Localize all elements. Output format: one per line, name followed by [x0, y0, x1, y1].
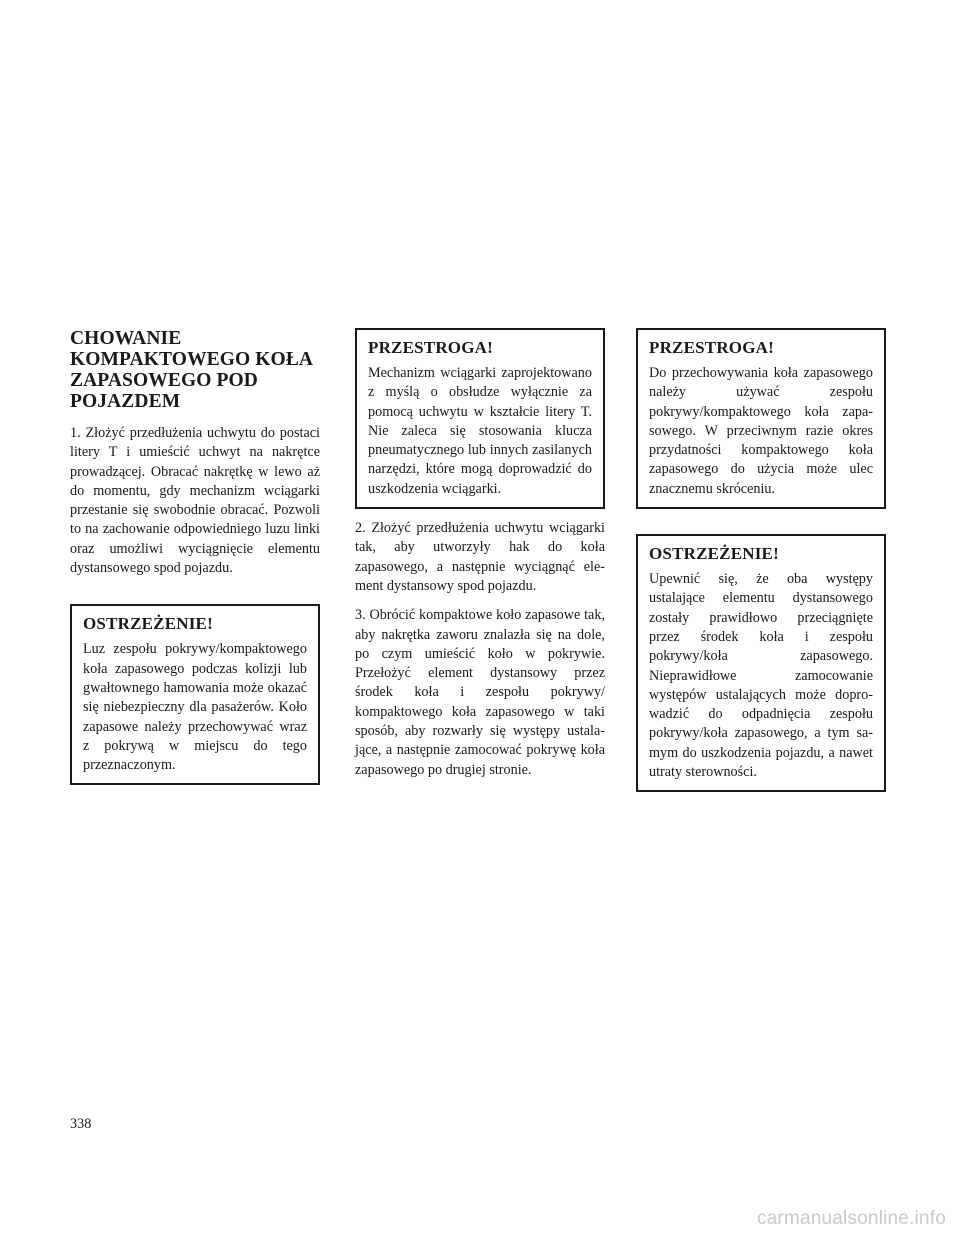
warning-title-1: OSTRZEŻENIE!	[83, 614, 213, 634]
page-number: 338	[70, 1116, 92, 1132]
caution-title-1: PRZESTROGA!	[368, 338, 493, 357]
section-title: CHOWANIE KOMPAKTOWEGO KOŁA ZAPASOWEGO POD POJAZDEM	[70, 328, 313, 412]
caution-text-2: Do przechowywania koła zapasowego należy używać zespołu pokrywy/kompaktowego koła zapasowego. W przeciwnym razie okres przydatności kompaktowego koła zapasowego do użycia może ulec znacznemu skróceniu.	[649, 365, 873, 497]
warning-text-2: Upewnić się, że oba występy ustalające elementu dystansowego zostały prawidłowo przeciągnięte przez środek koła i zespołu pokrywy/koła zapasowego. Nieprawidłowe zamocowanie występów ustalających może doprowadzić do odpadnięcia zespołu pokrywy/koła zapasowego, a tym samym do uszkodzenia pojazdu, a nawet utraty sterowności.	[649, 571, 873, 781]
watermark: carmanualsonline.info	[756, 1208, 946, 1229]
caution-title-2: PRZESTROGA!	[649, 338, 774, 357]
step-2-text: 2. Złożyć przedłużenia uchwytu wciągarki tak, aby utworzyły hak do koła zapasowego, a następnie wyciągnąć element dystansowy spod pojazdu.	[355, 520, 605, 594]
warning-box-2	[636, 534, 886, 792]
caution-text-1: Mechanizm wciągarki zaprojektowano z myślą o obsłudze wyłącznie za pomocą uchwytu w kształcie litery T. Nie zaleca się stosowania klucza pneumatycznego lub innych zasilanych narzędzi, które mogą doprowadzić do uszkodzenia wciągarki.	[368, 365, 592, 497]
caution-box-2	[636, 328, 886, 509]
warning-title-2: OSTRZEŻENIE!	[649, 544, 779, 564]
column-left	[70, 328, 320, 785]
column-middle	[355, 328, 605, 790]
caution-box-1	[355, 328, 605, 509]
warning-box-1	[70, 604, 320, 785]
step-1-text: 1. Złożyć przedłużenia uchwytu do postaci litery T i umieścić uchwyt na nakrętce prowadzącej. Obracać nakrętkę w lewo aż do momentu, gdy mechanizm wciągarki przestanie się swobodnie obracać. Pozwoli to na zachowanie odpowiedniego luzu linki oraz umożliwi wyciągnięcie elementu dystansowego spod pojazdu.	[70, 425, 320, 577]
column-right	[636, 328, 886, 792]
step-3-text: 3. Obrócić kompaktowe koło zapasowe tak, aby nakrętka zaworu znalazła się na dole, po czym umieścić koło w pokrywie. Przełożyć element dystansowy przez środek koła i zespołu pokrywy/ kompaktowego koła zapasowego w taki sposób, aby rozwarły się występy ustalające, a następnie zamocować pokrywę koła zapasowego po drugiej stronie.	[355, 607, 605, 778]
warning-text-1: Luz zespołu pokrywy/kompaktowego koła zapasowego podczas kolizji lub gwałtownego hamowania może okazać się niebezpieczny dla pasażerów. Koło zapasowe należy przechowywać wraz z pokrywą w miejscu do tego przeznaczonym.	[83, 641, 307, 774]
